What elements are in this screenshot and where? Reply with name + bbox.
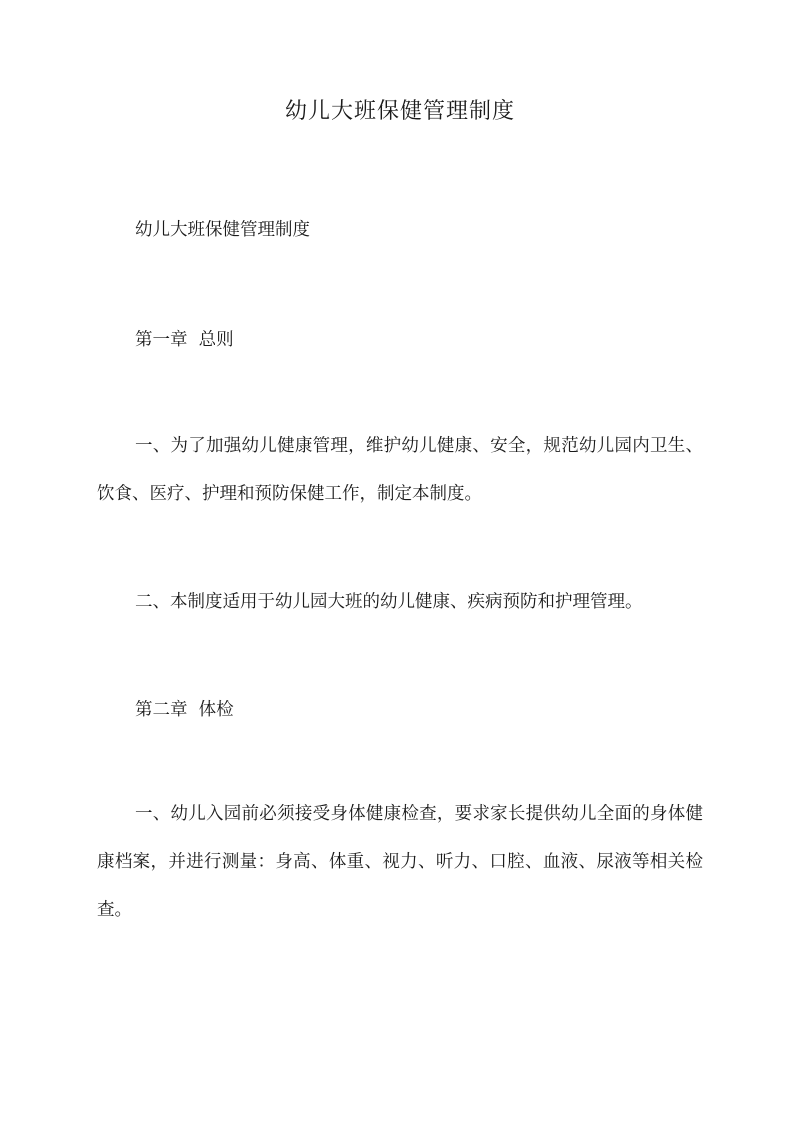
chapter-1-heading: 第一章 总则 bbox=[135, 330, 234, 350]
chapter-1-clause-2: 二、本制度适用于幼儿园大班的幼儿健康、疾病预防和护理管理。 bbox=[135, 592, 643, 612]
chapter-1-clause-1: 一、为了加强幼儿健康管理，维护幼儿健康、安全，规范幼儿园内卫生、饮食、医疗、护理和预防保健工作，制定本制度。 bbox=[97, 436, 703, 504]
document-title: 幼儿大班保健管理制度 bbox=[284, 99, 515, 124]
chapter-2-clause-1: 一、幼儿入园前必须接受身体健康检查，要求家长提供幼儿全面的身体健康档案，并进行测量：身高、体重、视力、听力、口腔、血液、尿液等相关检查。 bbox=[97, 804, 703, 920]
chapter-2-heading: 第二章 体检 bbox=[135, 700, 234, 720]
subtitle-paragraph: 幼儿大班保健管理制度 bbox=[135, 220, 310, 240]
